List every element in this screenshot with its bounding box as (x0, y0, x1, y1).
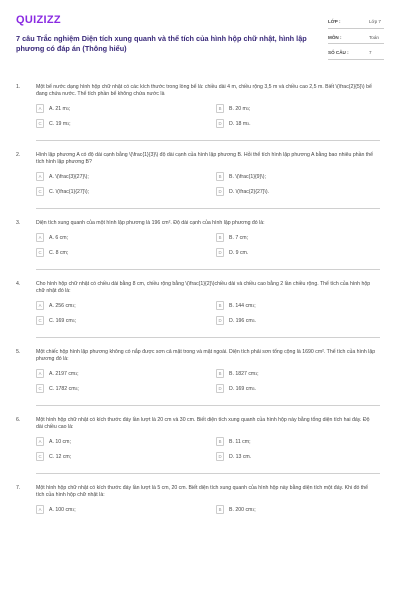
option-punctuation: ; (74, 317, 76, 324)
option-text: C. \(\frac{1}{27}\); (49, 188, 90, 195)
option-letter-box: B (216, 301, 224, 310)
option-unit-exponent: 3 (72, 507, 75, 512)
option-text: A. \(\frac{3}{27}\); (49, 173, 89, 180)
answer-option[interactable] (216, 172, 382, 182)
option-punctuation: ; (248, 105, 251, 112)
answer-option[interactable] (36, 505, 216, 515)
answer-option[interactable] (36, 104, 216, 114)
option-letter-box: B (216, 233, 224, 242)
question-body (36, 220, 384, 258)
option-unit-exponent: 3 (72, 318, 75, 323)
answer-options (36, 369, 384, 394)
option-punctuation: ; (257, 370, 259, 377)
option-letter-box: A (36, 369, 44, 378)
option-unit-exponent: 3 (255, 371, 258, 376)
option-text: C. 19 m (49, 120, 68, 127)
option-text: D. 9 cm. (229, 249, 249, 256)
option-text: C. 12 cm; (49, 453, 72, 460)
question-text: Một bể nước dạng hình hộp chữ nhật có các kích thước trong lòng bể là: chiều dài 4 m, chiều rộng 3,5 m và chiều cao 2,5 m. Biết \(\frac{2}{5}\) bể đang chứa nước. Thể tích phần bể không chứa nước là (36, 83, 372, 97)
option-letter-box: B (216, 369, 224, 378)
option-text: A. 21 m (49, 105, 67, 112)
option-text: D. 18 m (229, 120, 248, 127)
option-text: D. \(\frac{2}{27}\). (229, 188, 270, 195)
option-letter-box: B (216, 437, 224, 446)
option-letter-box: C (36, 452, 44, 461)
option-text: C. 8 cm; (49, 249, 69, 256)
option-letter-box: D (216, 452, 224, 461)
question-number: 7. (16, 484, 21, 491)
option-letter-box: D (216, 119, 224, 128)
option-unit-exponent: 3 (72, 303, 75, 308)
question-number: 5. (16, 348, 21, 355)
answer-options (36, 233, 384, 258)
answer-option[interactable] (36, 172, 216, 182)
option-text: D. 13 cm. (229, 453, 252, 460)
meta-count (328, 48, 384, 60)
option-letter-box: D (216, 316, 224, 325)
question-number: 1. (16, 83, 21, 90)
question-item (16, 220, 384, 258)
option-text: A. 10 cm; (49, 438, 71, 445)
option-letter-box: D (216, 384, 224, 393)
question-divider (36, 405, 380, 406)
answer-option[interactable] (216, 187, 382, 197)
option-letter-box: C (36, 248, 44, 257)
option-text: B. 144 cm (229, 302, 253, 309)
answer-options (36, 104, 384, 129)
option-punctuation: ; (254, 506, 256, 513)
question-divider (36, 337, 380, 338)
option-text: C. 169 cm (49, 317, 73, 324)
answer-option[interactable] (216, 104, 382, 114)
answer-option[interactable] (36, 369, 216, 379)
option-text: D. 169 cm (229, 385, 253, 392)
meta-class-label: LỚP : (328, 19, 341, 24)
answer-option[interactable] (216, 369, 382, 379)
answer-option[interactable] (216, 301, 382, 311)
question-body (36, 84, 384, 129)
question-divider (36, 269, 380, 270)
question-item (16, 417, 384, 462)
option-letter-box: A (36, 505, 44, 514)
question-text: Cho hình hộp chữ nhật có chiều dài bằng 8 cm, chiều rộng bằng \(\frac{1}{2}\)chiều dài và chiều cao bằng 2 lần chiều rộng. Thể tích của hình hộp chữ nhật đó là: (36, 280, 371, 294)
option-unit-exponent: 3 (66, 106, 69, 111)
option-unit-exponent: 3 (247, 121, 250, 126)
meta-class-value: Lớp 7 (369, 19, 381, 24)
option-letter-box: A (36, 172, 44, 181)
question-item (16, 84, 384, 129)
option-text: B. 1827 cm (229, 370, 256, 377)
answer-option[interactable] (216, 248, 382, 258)
meta-class (328, 17, 384, 29)
answer-options (36, 437, 384, 462)
question-number: 2. (16, 151, 21, 158)
question-item (16, 485, 384, 515)
meta-subject-label: MÔN : (328, 34, 342, 40)
meta-subject (328, 33, 384, 45)
option-text: C. 1782 cm (49, 385, 76, 392)
option-letter-box: C (36, 187, 44, 196)
option-punctuation: ; (74, 506, 76, 513)
question-text: Một hình hộp chữ nhật có kích thước đáy lần lượt là 20 cm và 30 cm. Biết diện tích xung quanh của hình hộp này bằng tổng diện tích hai đáy. Độ dài chiều cao là: (36, 416, 370, 430)
option-punctuation: . (254, 385, 256, 392)
question-body (36, 349, 384, 394)
worksheet-meta (328, 17, 384, 64)
answer-option[interactable] (216, 452, 382, 462)
meta-subject-value: Toán (369, 34, 379, 40)
option-unit-exponent: 3 (67, 121, 70, 126)
option-unit-exponent: 3 (252, 507, 255, 512)
option-punctuation: ; (69, 120, 71, 127)
question-text: Hình lập phương A có độ dài cạnh bằng \(\frac{1}{3}\) độ dài cạnh của hình lập phương B. Hỏi thể tích hình lập phương A bằng bao nhiêu phần thể tích hình lập phương B? (36, 151, 374, 165)
answer-option[interactable] (216, 119, 382, 129)
option-punctuation: ; (77, 385, 79, 392)
question-body (36, 485, 384, 515)
question-body (36, 417, 384, 462)
option-punctuation: ; (254, 302, 256, 309)
question-body (36, 152, 384, 197)
answer-option[interactable] (36, 248, 216, 258)
option-unit-exponent: 3 (252, 318, 255, 323)
option-unit-exponent: 3 (75, 386, 78, 391)
option-letter-box: D (216, 248, 224, 257)
option-letter-box: A (36, 104, 44, 113)
question-item (16, 152, 384, 197)
question-body (36, 281, 384, 326)
option-text: A. 256 cm (49, 302, 73, 309)
question-number: 4. (16, 280, 21, 287)
option-letter-box: B (216, 104, 224, 113)
quizizz-logo: QUIZIZZ (16, 14, 61, 26)
meta-count-value: 7 (369, 50, 372, 55)
answer-options (36, 172, 384, 197)
option-letter-box: C (36, 316, 44, 325)
answer-option[interactable] (36, 187, 216, 197)
option-text: A. 100 cm (49, 506, 73, 513)
option-unit-exponent: 3 (252, 386, 255, 391)
option-punctuation: . (249, 120, 251, 127)
option-punctuation: . (254, 317, 256, 324)
answer-option[interactable] (36, 119, 216, 129)
answer-option[interactable] (36, 437, 216, 447)
option-text: B. 20 m (229, 105, 247, 112)
option-text: B. \(\frac{1}{9}\); (229, 173, 266, 180)
option-punctuation: ; (77, 370, 79, 377)
answer-options (36, 301, 384, 326)
option-unit-exponent: 3 (75, 371, 78, 376)
option-text: A. 6 cm; (49, 234, 69, 241)
option-letter-box: D (216, 187, 224, 196)
option-letter-box: C (36, 384, 44, 393)
question-item (16, 349, 384, 394)
answer-option[interactable] (216, 233, 382, 243)
answer-option[interactable] (36, 301, 216, 311)
answer-options (36, 505, 384, 515)
answer-option[interactable] (36, 316, 216, 326)
option-punctuation: ; (74, 302, 76, 309)
answer-option[interactable] (36, 452, 216, 462)
question-text: Một chiếc hộp hình lập phương không có nắp được sơn cả mặt trong và mặt ngoài. Diện tích phải sơn tổng cộng là 1690 cm². Thể tích của hình lập phương đó là: (36, 348, 376, 362)
option-letter-box: A (36, 301, 44, 310)
question-divider (36, 140, 380, 141)
answer-option[interactable] (216, 384, 382, 394)
worksheet-title: 7 câu Trắc nghiệm Diện tích xung quanh và thể tích của hình hộp chữ nhật, hình lập phương có đáp án (Thông hiểu) (16, 34, 307, 53)
option-letter-box: B (216, 172, 224, 181)
meta-count-label: SỐ CÂU : (328, 50, 349, 55)
question-text: Một hình hộp chữ nhật có kích thước đáy lần lượt là 5 cm, 20 cm. Biết diện tích xung quanh của hình hộp này bằng diện tích một đáy. Khi đó thể tích của hình hộp chữ nhật là: (36, 484, 369, 498)
option-text: D. 196 cm (229, 317, 253, 324)
option-letter-box: B (216, 505, 224, 514)
answer-option[interactable] (36, 233, 216, 243)
option-unit-exponent: 3 (246, 106, 249, 111)
answer-option[interactable] (36, 384, 216, 394)
option-text: B. 7 cm; (229, 234, 249, 241)
option-text: B. 200 cm (229, 506, 253, 513)
answer-option[interactable] (216, 437, 382, 447)
option-punctuation: ; (68, 105, 71, 112)
question-divider (36, 473, 380, 474)
question-item (16, 281, 384, 326)
answer-option[interactable] (216, 316, 382, 326)
question-divider (36, 208, 380, 209)
answer-option[interactable] (216, 505, 382, 515)
option-unit-exponent: 3 (252, 303, 255, 308)
question-text: Diện tích xung quanh của một hình lập phương là 196 cm². Độ dài cạnh của hình lập phương đó là: (36, 219, 265, 226)
option-text: A. 2197 cm (49, 370, 76, 377)
option-text: B. 11 cm; (229, 438, 251, 445)
header-left (16, 14, 316, 53)
question-list (16, 84, 384, 515)
option-letter-box: A (36, 437, 44, 446)
option-letter-box: C (36, 119, 44, 128)
option-letter-box: A (36, 233, 44, 242)
worksheet-header (16, 14, 384, 64)
question-number: 6. (16, 416, 21, 423)
question-number: 3. (16, 219, 21, 226)
